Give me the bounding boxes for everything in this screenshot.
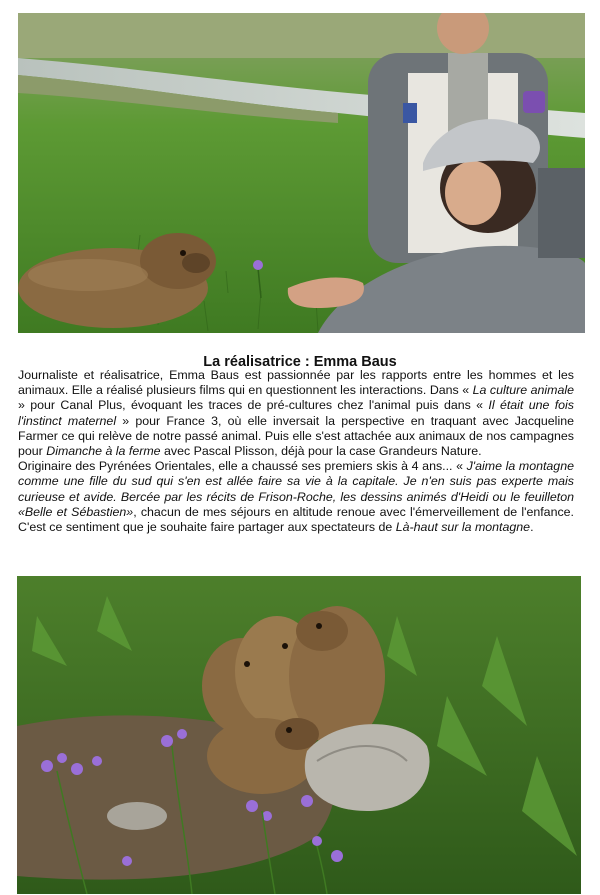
paragraph-mountain-quote — [18, 459, 574, 535]
film-title-dimanche-a-la-ferme: Dimanche à la ferme — [46, 444, 161, 459]
photo-woman-with-marmot — [18, 13, 585, 333]
film-title-la-haut-sur-la-montagne: Là-haut sur la montagne — [395, 520, 531, 535]
text-segment: » pour France 3, où elle inversait la perspective en traquant avec Jacqueline Farmer ce qui relève de notre passé animal. Puis elle s'est attachée aux animaux de nos campagnes pour — [18, 413, 574, 459]
text-segment: , chacun de mes séjours en altitude renoue avec l'émerveillement de l'enfance. C'est ce sentiment que je souhaite faire partager aux spectateurs de — [18, 504, 574, 535]
film-title-instinct-maternel: Il était une fois l'instinct maternel — [18, 398, 574, 428]
far-hillside — [18, 13, 585, 58]
photo-bottom-illustration — [17, 576, 581, 894]
article-body — [18, 368, 574, 535]
photo-marmot-family — [17, 576, 581, 894]
paragraph-biography — [18, 368, 574, 459]
text-segment: avec Pascal Plisson, déjà pour la case Grandeurs Nature. — [160, 444, 482, 459]
text-segment: . — [530, 520, 534, 535]
text-segment: Originaire des Pyrénées Orientales, elle a chaussé ses premiers skis à 4 ans... « — [18, 459, 467, 474]
quote-italic: J'aime la montagne comme une fille du sud qui s'en est allée faire sa vie à la capitale. Je n'en suis pas experte mais curieuse et avide. Bercée par les récits de Frison-Roche, les dessins animés d'Heidi ou le feuilleton «Belle et Sébastien» — [18, 459, 574, 519]
film-title-la-culture-animale: La culture animale — [472, 383, 575, 398]
photo-top-illustration — [18, 13, 585, 333]
text-segment: » pour Canal Plus, évoquant les traces de pré-cultures chez l'animal puis dans « — [18, 398, 489, 413]
text-segment: Journaliste et réalisatrice, Emma Baus est passionnée par les rapports entre les hommes et les animaux. Elle a réalisé plusieurs films qui en questionnent les interactions. Dans « — [18, 368, 574, 398]
article-title: La réalisatrice : Emma Baus — [203, 353, 397, 370]
